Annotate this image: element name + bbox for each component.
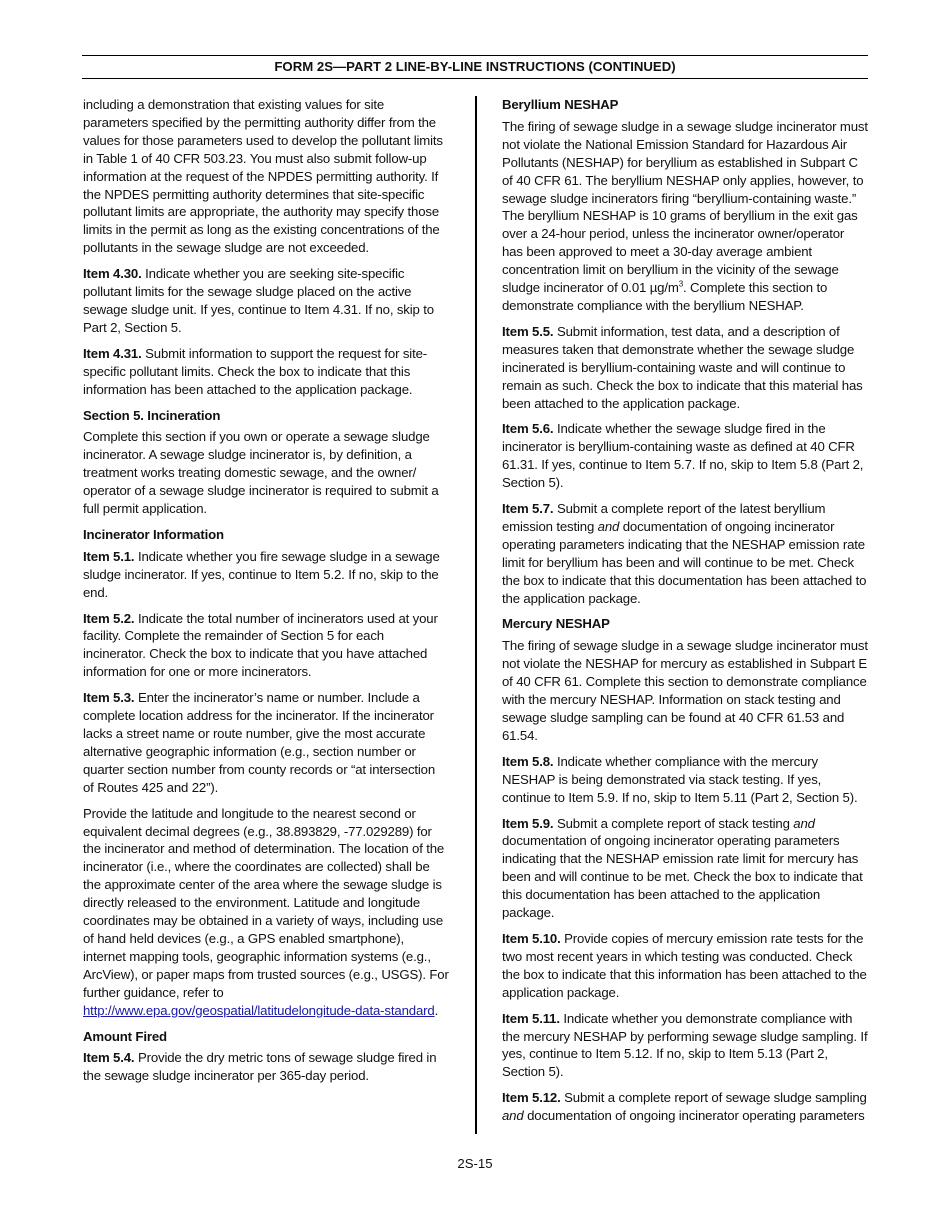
page-header bbox=[82, 55, 868, 79]
item-4-30: Item 4.30. Indicate whether you are seeking site-specific pollutant limits for the sewage sludge placed on the active sewage sludge unit. If yes, continue to Item 4.31. If no, skip to Part 2, Section 5. bbox=[83, 266, 434, 335]
item-5-5: Item 5.5. Submit information, test data, and a description of measures taken that demonstrate whether the sewage sludge incinerated is beryllium-containing waste and will continue to remain as such. Check the box to indicate that this material has been attached to the application package. bbox=[502, 323, 863, 411]
item-5-7: Item 5.7. Submit a complete report of the latest beryllium emission testing and documentation of ongoing incinerator operating parameters indicating that the NESHAP emission rate limit for beryllium has been and will continue to be met. Check the box to indicate that this documentation has been attached to the application package. bbox=[502, 501, 867, 606]
incinerator-information-heading: Incinerator Information bbox=[83, 526, 224, 542]
item-label: Item 5.3. bbox=[83, 690, 135, 706]
header-title: FORM 2S—PART 2 LINE-BY-LINE INSTRUCTIONS (CONTINUED) bbox=[274, 59, 676, 74]
intro-paragraph: including a demonstration that existing values for site parameters specified by the permitting authority differ from the values for those parameters used to develop the pollutant limits in Table 1 of 40 CFR 503.23. You must also submit follow-up information at the request of the NPDES permitting authority. If the NPDES permitting authority determines that site-specific pollutant limits are appropriate, the authority may specify those limits in the permit as long as the existing concentrations of the pollutants in the sewage sludge are not exceeded. bbox=[83, 97, 443, 256]
item-5-3: Item 5.3. Enter the incinerator’s name or number. Include a complete location address for the incinerator. If the incinerator lacks a street name or route number, give the most accurate alternative geographic information (e.g., section number or quarter section number from county records or “at intersection of Routes 425 and 22”). bbox=[83, 690, 436, 795]
item-label: Item 5.9. bbox=[502, 815, 554, 831]
item-label: Item 5.7. bbox=[502, 501, 554, 517]
item-label: Item 5.10. bbox=[502, 930, 561, 946]
item-5-12: Item 5.12. Submit a complete report of sewage sludge sampling and documentation of ongoing incinerator operating parameters bbox=[502, 1090, 867, 1124]
item-label: Item 4.31. bbox=[83, 345, 142, 361]
beryllium-neshap-heading: Beryllium NESHAP bbox=[502, 97, 619, 112]
page-footer bbox=[0, 1156, 950, 1171]
item-label: Item 5.8. bbox=[502, 753, 554, 769]
left-column bbox=[83, 96, 449, 1093]
item-label: Item 5.2. bbox=[83, 610, 135, 626]
item-5-9: Item 5.9. Submit a complete report of stack testing and documentation of ongoing incinerator operating parameters indicating that the NESHAP emission rate limit for mercury has been and will continue to be met. Check the box to indicate that this documentation has been attached to the application package. bbox=[502, 815, 863, 921]
page-number: 2S-15 bbox=[457, 1156, 493, 1171]
item-4-31: Item 4.31. Submit information to support the request for site-specific pollutant limits. Check the box to indicate that this information has been attached to the application package. bbox=[83, 345, 428, 397]
item-label: Item 5.11. bbox=[502, 1010, 560, 1026]
amount-fired-heading: Amount Fired bbox=[83, 1028, 167, 1044]
section-5-text: Complete this section if you own or operate a sewage sludge incinerator. A sewage sludge incinerator is, by definition, a treatment works treating domestic sewage, and the owner/ operator of a sewage sludge incinerator is required to submit a full permit application. bbox=[83, 429, 439, 517]
item-label: Item 5.12. bbox=[502, 1090, 561, 1106]
item-label: Item 4.30. bbox=[83, 266, 142, 282]
beryllium-paragraph: The firing of sewage sludge in a sewage sludge incinerator must not violate the National Emission Standard for Hazardous Air Pollutants (NESHAP) for beryllium as established in Subpart C of 40 CFR 61. The beryllium NESHAP only applies, however, to sewage sludge incinerators firing “beryllium-containing waste.” The beryllium NESHAP is 10 grams of beryllium in the exit gas over a 24-hour period, unless the incinerator owner/operator has been approved to meet a 30-day average ambient concentration limit on beryllium in the vicinity of the sewage sludge incinerator of 0.01 $\mu g/m^3$. Complete this section to demonstrate compliance with the beryllium NESHAP. bbox=[502, 118, 868, 313]
right-column bbox=[502, 96, 868, 1133]
item-5-8: Item 5.8. Indicate whether compliance with the mercury NESHAP is being demonstrated via stack testing. If yes, continue to Item 5.9. If no, skip to Item 5.11 (Part 2, Section 5). bbox=[502, 753, 858, 805]
item-5-1: Item 5.1. Indicate whether you fire sewage sludge in a sewage sludge incinerator. If yes, continue to Item 5.2. If no, skip to the end. bbox=[83, 548, 440, 600]
section-5-heading: Section 5. Incineration bbox=[83, 407, 221, 423]
latlong-paragraph: Provide the latitude and longitude to the nearest second or equivalent decimal degrees (e.g., 38.893829, -77.029289) for the incinerator and method of determination. The location of the incinerator (i.e., where the coordinates are collected) shall be the approximate center of the area where the sewage sludge is directly released to the environment. Latitude and longitude coordinates may be obtained in a variety of ways, including use of hand held devices (e.g., a GPS enabled smartphone), internet mapping tools, geographic information systems (e.g., ArcView), or paper maps from trusted sources (e.g., USGS). For further guidance, refer to http://www.epa.gov/geospatial/latitudelongitude-data-standard. bbox=[83, 805, 449, 1018]
item-label: Item 5.5. bbox=[502, 323, 554, 339]
column-divider bbox=[475, 96, 477, 1134]
epa-geospatial-link[interactable]: http://www.epa.gov/geospatial/latitudelongitude-data-standard bbox=[83, 1002, 435, 1018]
item-5-4: Item 5.4. Provide the dry metric tons of sewage sludge fired in the sewage sludge incinerator per 365-day period. bbox=[83, 1050, 437, 1084]
item-label: Item 5.1. bbox=[83, 548, 135, 564]
item-5-10: Item 5.10. Provide copies of mercury emission rate tests for the two most recent years in which testing was conducted. Check the box to indicate that this information has been attached to the application package. bbox=[502, 930, 867, 1000]
item-5-6: Item 5.6. Indicate whether the sewage sludge fired in the incinerator is beryllium-containing waste as defined at 40 CFR 61.31. If yes, continue to Item 5.7. If no, skip to Item 5.8 (Part 2, Section 5). bbox=[502, 421, 864, 491]
mercury-neshap-heading: Mercury NESHAP bbox=[502, 616, 610, 632]
item-label: Item 5.6. bbox=[502, 421, 554, 437]
item-5-2: Item 5.2. Indicate the total number of incinerators used at your facility. Complete the remainder of Section 5 for each incinerator. Check the box to indicate that you have attached information for one or more incinerators. bbox=[83, 610, 438, 680]
item-label: Item 5.4. bbox=[83, 1050, 135, 1066]
mercury-paragraph: The firing of sewage sludge in a sewage sludge incinerator must not violate the NESHAP for mercury as established in Subpart E of 40 CFR 61. Complete this section to demonstrate compliance with the mercury NESHAP. Information on stack testing and sewage sludge sampling can be found at 40 CFR 61.53 and 61.54. bbox=[502, 638, 868, 743]
item-5-11: Item 5.11. Indicate whether you demonstrate compliance with the mercury NESHAP by performing sewage sludge sampling. If yes, continue to Item 5.12. If no, skip to Item 5.13 (Part 2, Section 5). bbox=[502, 1010, 868, 1080]
